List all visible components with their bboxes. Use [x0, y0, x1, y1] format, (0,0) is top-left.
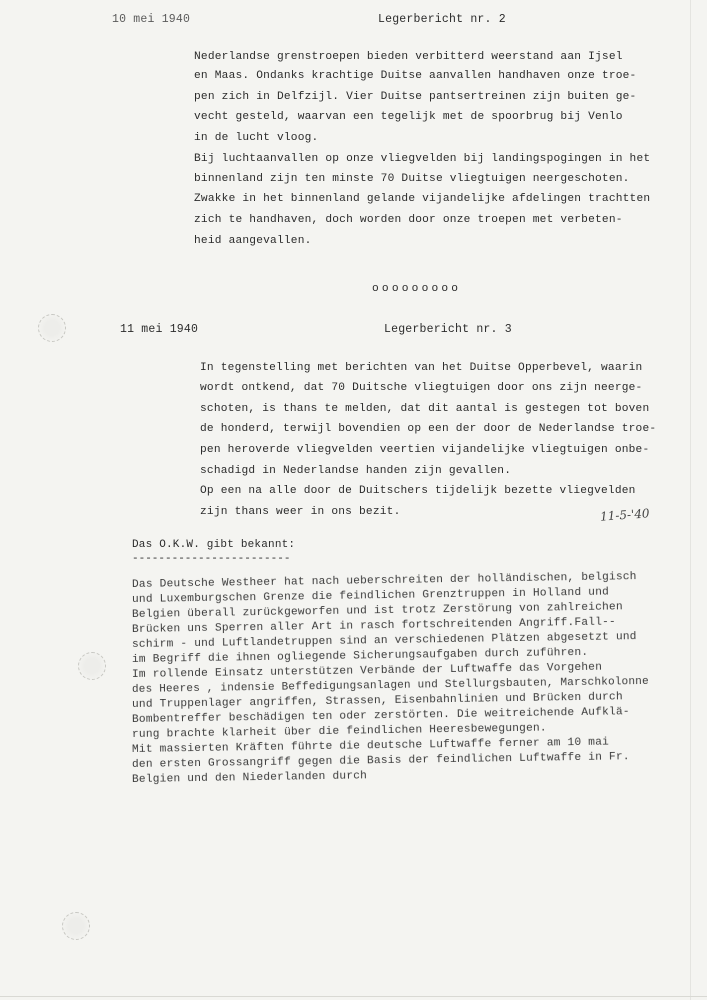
report3-line: wordt ontkend, dat 70 Duitsche vliegtuigen door ons zijn neerge-	[200, 382, 643, 394]
report2-line: Nederlandse grenstroepen bieden verbitterd weerstand aan Ijsel	[194, 51, 623, 63]
okw-line: Mit massierten Kräften führte die deutsche Luftwaffe ferner am 10 mai	[131, 736, 610, 756]
report3-line: In tegenstelling met berichten van het Duitse Opperbevel, waarin	[200, 362, 643, 374]
report2-line: zich te handhaven, doch worden door onze troepen met verbeten-	[194, 214, 623, 226]
report3-title: Legerbericht nr. 3	[384, 323, 512, 336]
okw-line: schirm - und Luftlandetruppen sind an verschiedenen Plätzen abgesetzt und	[131, 631, 637, 651]
okw-line: Brücken uns Sperren aller Art in rasch fortschreitenden Angriff.Fall--	[131, 616, 616, 636]
report3-line: schoten, is thans te melden, dat dit aantal is gestegen tot boven	[200, 403, 650, 415]
okw-line: rung brachte klarheit über die feindlichen Heeresbewegungen.	[131, 722, 547, 741]
page-bottom-edge	[0, 996, 707, 997]
okw-heading-underline: ------------------------	[132, 553, 291, 565]
report2-line: en Maas. Ondanks krachtige Duitse aanvallen handhaven onze troe-	[194, 70, 637, 82]
okw-line: Das Deutsche Westheer hat nach ueberschreiten der holländischen, belgisch	[131, 571, 637, 591]
report2-line: Bij luchtaanvallen op onze vliegvelden bij landingspogingen in het	[194, 153, 651, 165]
page-fold-line	[690, 0, 691, 1000]
okw-line: im Begriff die ihnen ogliegende Sicherungsaufgaben durch zuführen.	[131, 646, 589, 666]
punch-hole-top	[38, 314, 66, 342]
report3-line: pen heroverde vliegvelden veertien vijandelijke vliegtuigen onbe-	[200, 444, 650, 456]
report3-date: 11 mei 1940	[120, 323, 199, 336]
okw-line: und Luxemburgschen Grenze die feindlichen Grenztruppen in Holland und	[131, 586, 610, 606]
okw-line: Im rollende Einsatz unterstützen Verbände der Luftwaffe das Vorgehen	[131, 661, 603, 681]
okw-line: des Heeres , indensie Beffedigungsanlagen und Stellurgsbauten, Marschkolonne	[131, 675, 649, 696]
report2-line: pen zich in Delfzijl. Vier Duitse pantsertreinen zijn buiten ge-	[194, 91, 637, 103]
report3-line: Op een na alle door de Duitschers tijdelijk bezette vliegvelden	[200, 485, 636, 497]
okw-heading: Das O.K.W. gibt bekannt:	[132, 539, 296, 551]
okw-line: Belgien überall zurückgeworfen und ist trotz Zerstörung von zahlreichen	[131, 601, 623, 621]
report2-title: Legerbericht nr. 2	[378, 13, 506, 26]
report2-line: heid aangevallen.	[194, 235, 312, 247]
report2-line: Zwakke in het binnenland gelande vijandelijke afdelingen trachtten	[194, 193, 651, 205]
handwritten-date: 11-5-'40	[599, 506, 651, 524]
okw-line: Bombentreffer beschädigen ten oder zerstörten. Die weitreichende Aufklä-	[131, 706, 630, 726]
report3-line: zijn thans weer in ons bezit.	[200, 506, 401, 518]
okw-line: den ersten Grossangriff gegen die Basis der feindlichen Luftwaffe in Fr.	[131, 751, 630, 771]
report2-line: in de lucht vloog.	[194, 132, 319, 144]
report2-line: vecht gesteld, waarvan een tegelijk met de spoorbrug bij Venlo	[194, 111, 623, 123]
report2-line: binnenland zijn ten minste 70 Duitse vliegtuigen neergeschoten.	[194, 173, 630, 185]
okw-line: Belgien und den Niederlanden durch	[131, 770, 368, 786]
report3-line: de honderd, terwijl bovendien op een der door de Nederlandse troe-	[200, 423, 657, 435]
section-separator: ooooooooo	[372, 283, 462, 295]
punch-hole-middle	[78, 652, 106, 680]
report2-date: 10 mei 1940	[112, 13, 191, 26]
okw-line: und Truppenlager angriffen, Strassen, Eisenbahnlinien und Brücken durch	[131, 691, 623, 711]
punch-hole-bottom	[62, 912, 90, 940]
report3-line: schadigd in Nederlandse handen zijn gevallen.	[200, 465, 512, 477]
